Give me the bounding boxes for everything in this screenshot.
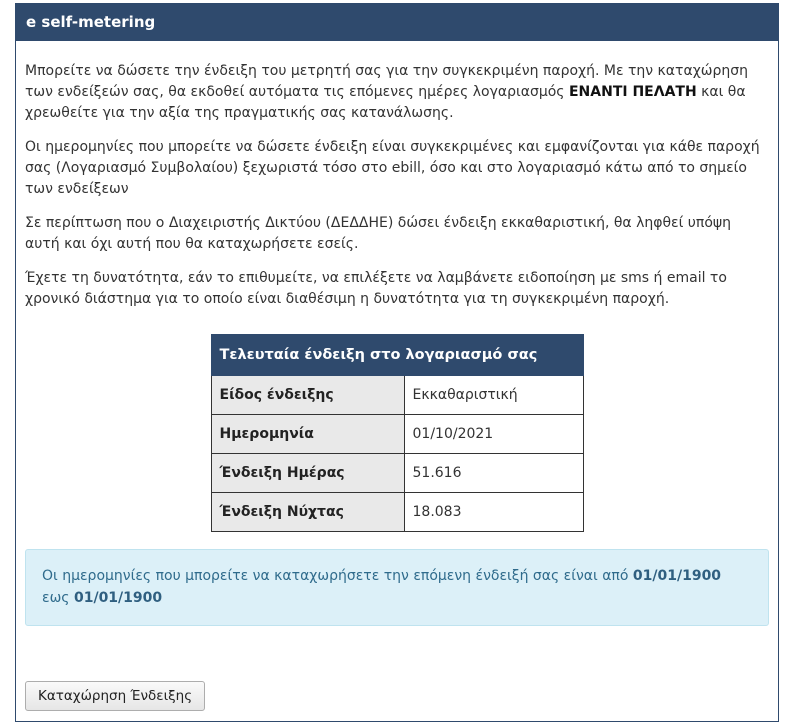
intro-text-end: και θα χρεωθείτε για την αξία της πραγματικής σας κατανάλωσης. bbox=[25, 84, 746, 121]
table-row bbox=[211, 376, 583, 415]
reading-date-label: Ημερομηνία bbox=[211, 415, 404, 454]
reading-type-label: Είδος ένδειξης bbox=[211, 376, 404, 415]
day-reading-label: Ένδειξη Ημέρας bbox=[211, 454, 404, 493]
reading-type-value: Εκκαθαριστική bbox=[404, 376, 583, 415]
panel-body bbox=[16, 41, 778, 626]
info-date-from: 01/01/1900 bbox=[632, 568, 722, 584]
submit-reading-button[interactable]: Καταχώρηση Ένδειξης bbox=[25, 681, 205, 711]
info-text-mid: εως bbox=[42, 590, 74, 606]
last-reading-table bbox=[211, 334, 584, 532]
table-row bbox=[211, 415, 583, 454]
last-reading-title: Τελευταία ένδειξη στο λογαριασμό σας bbox=[211, 335, 583, 376]
intro-paragraph-1 bbox=[25, 61, 769, 124]
info-date-to: 01/01/1900 bbox=[73, 590, 163, 606]
intro-paragraph-3: Σε περίπτωση που ο Διαχειριστής Δικτύου (ΔΕΔΔΗΕ) δώσει ένδειξη εκκαθαριστική, θα ληφθεί υπόψη αυτή και όχι αυτή που θα καταχωρήσετε εσείς. bbox=[25, 215, 732, 252]
info-text-start: Οι ημερομηνίες που μπορείτε να καταχωρήσετε την επόμενη ένδειξή σας είναι από bbox=[42, 568, 633, 584]
next-reading-info-alert bbox=[25, 549, 769, 626]
panel-title: e self-metering bbox=[16, 4, 778, 41]
reading-date-value: 01/10/2021 bbox=[404, 415, 583, 454]
day-reading-value: 51.616 bbox=[404, 454, 583, 493]
night-reading-label: Ένδειξη Νύχτας bbox=[211, 493, 404, 532]
intro-bold-term: ΕΝΑΝΤΙ ΠΕΛΑΤΗ bbox=[568, 84, 697, 100]
night-reading-value: 18.083 bbox=[404, 493, 583, 532]
intro-text-start: Μπορείτε να δώσετε την ένδειξη του μετρητή σας για την συγκεκριμένη παροχή. Με την καταχώρηση των ενδείξεών σας, θα εκδοθεί αυτόματα τις επόμενες ημέρες λογαριασμός bbox=[25, 63, 749, 100]
table-row bbox=[211, 454, 583, 493]
intro-paragraph-4: Έχετε τη δυνατότητα, εάν το επιθυμείτε, να επιλέξετε να λαμβάνετε ειδοποίηση με sms ή email το χρονικό διάστημα για το οποίο είναι διαθέσιμη η δυνατότητα για τη συγκεκριμένη παροχή. bbox=[25, 270, 727, 307]
last-reading-header-row bbox=[211, 335, 583, 376]
intro-paragraph-2: Οι ημερομηνίες που μπορείτε να δώσετε ένδειξη είναι συγκεκριμένες και εμφανίζονται για κάθε παροχή σας (Λογαριασμό Συμβολαίου) ξεχωριστά τόσο στο ebill, όσο και στο λογαριασμό κάτω από το σημείο των ενδείξεων bbox=[25, 139, 760, 197]
self-metering-panel bbox=[15, 3, 779, 722]
table-row bbox=[211, 493, 583, 532]
